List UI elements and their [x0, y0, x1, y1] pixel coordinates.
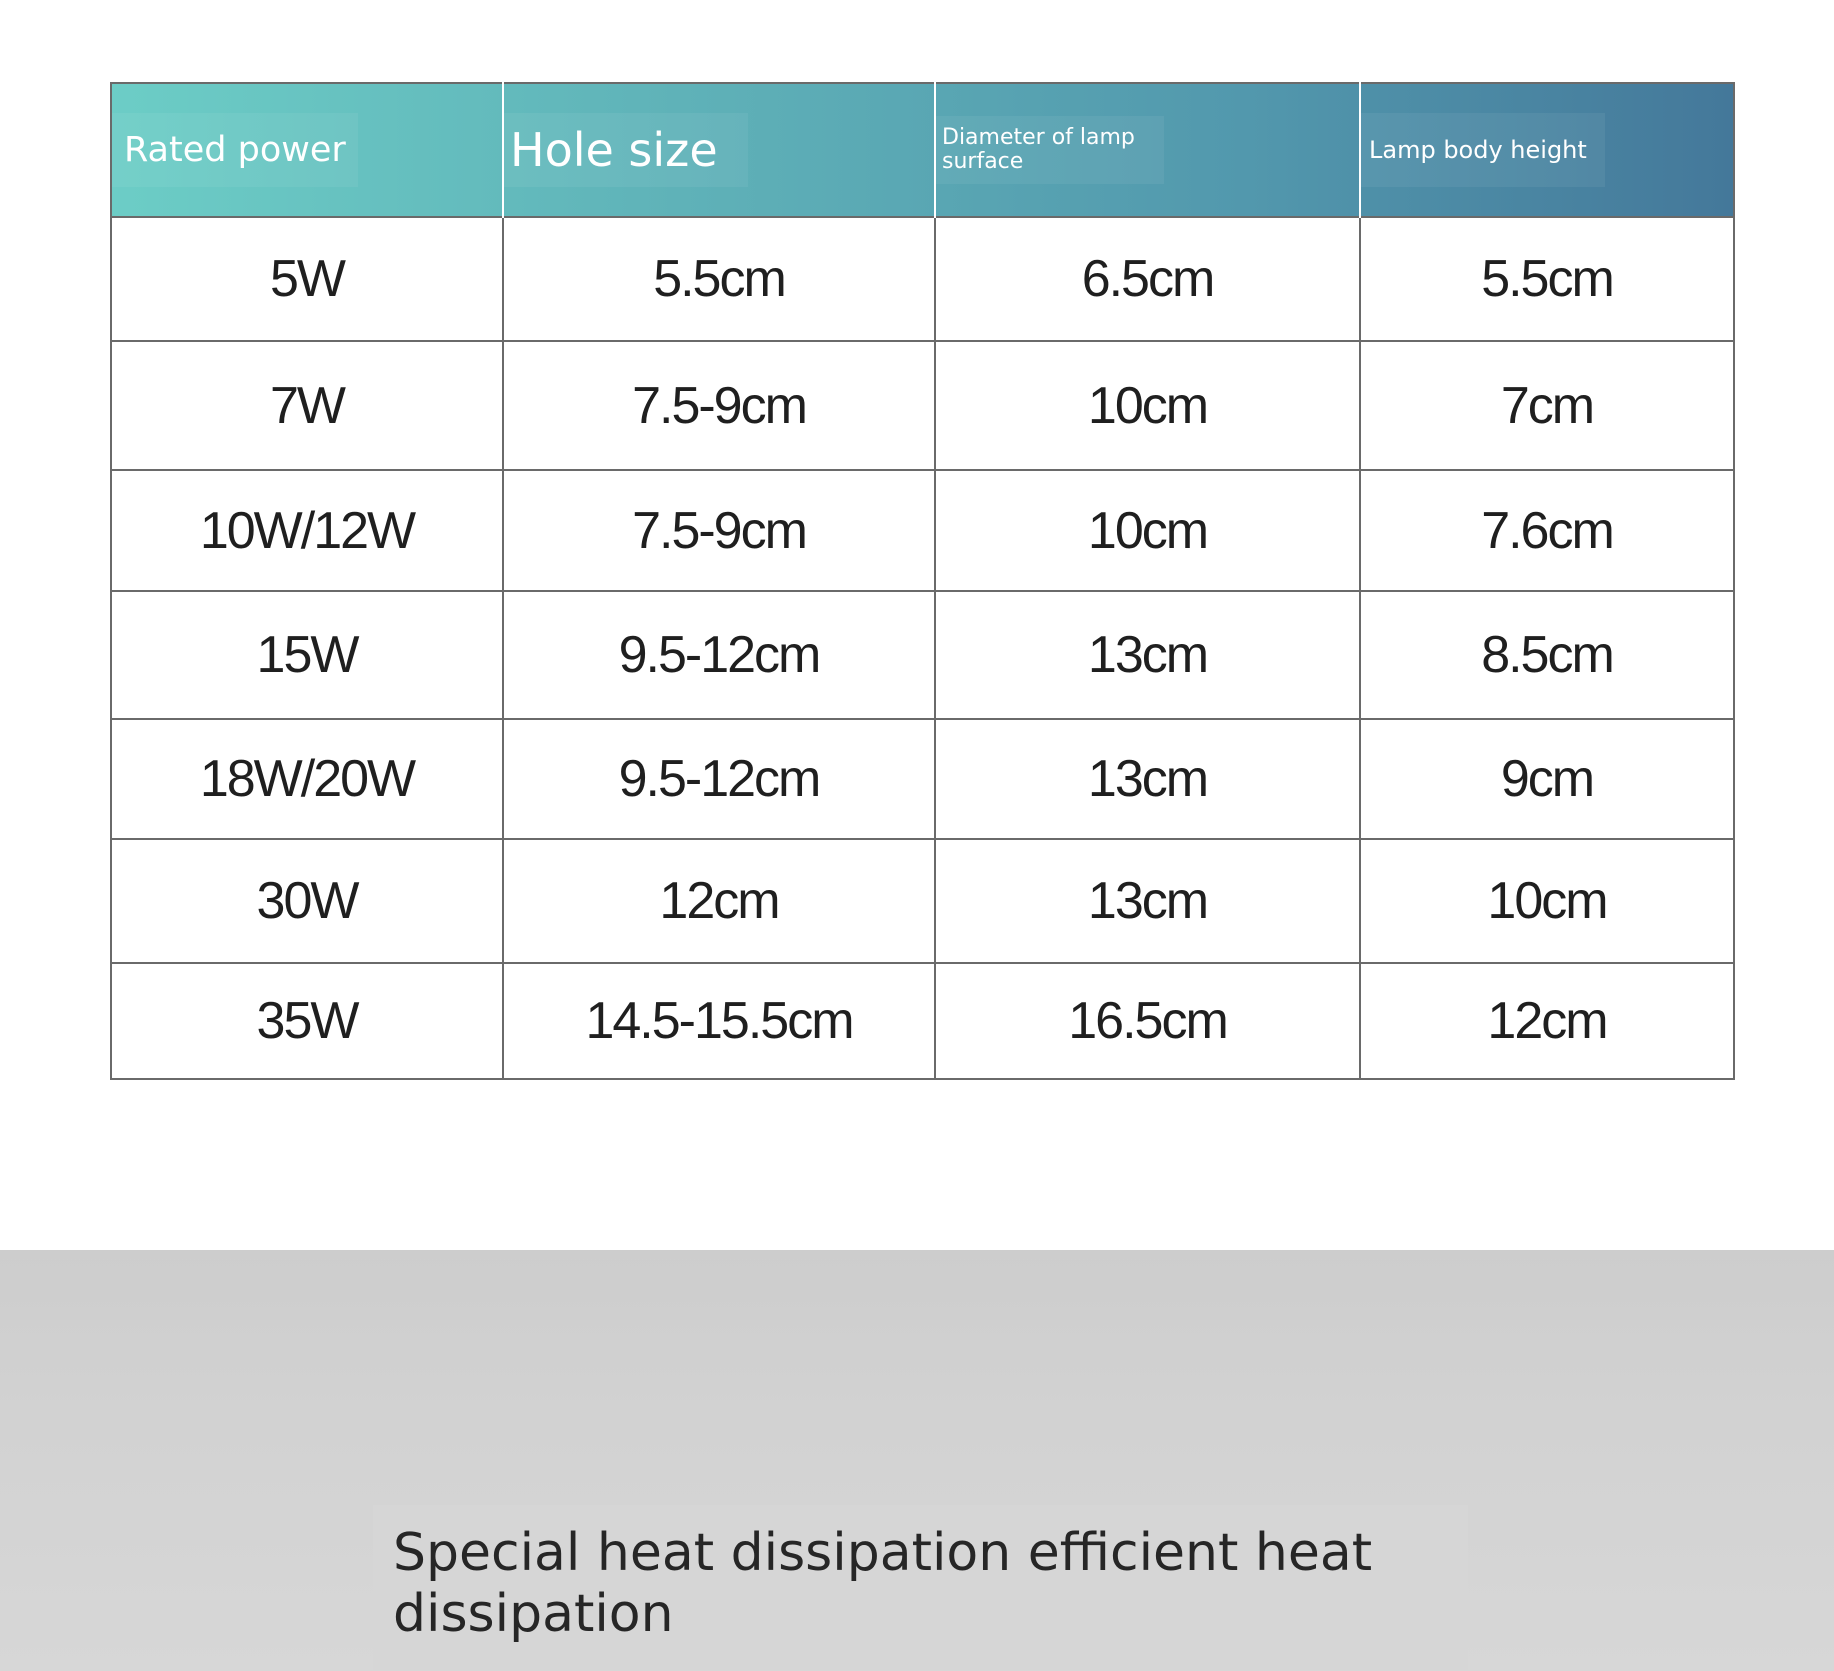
header-diameter-line1: Diameter of lamp [942, 124, 1135, 150]
header-row [111, 83, 1734, 217]
cell-diameter: 16.5cm [935, 963, 1360, 1079]
cell-rated-power: 5W [111, 217, 503, 341]
cell-body-height: 10cm [1360, 839, 1734, 963]
cell-hole-size: 7.5-9cm [503, 341, 935, 470]
cell-body-height: 9cm [1360, 719, 1734, 839]
header-rated-power-label: Rated power [112, 113, 358, 188]
cell-diameter: 10cm [935, 470, 1360, 591]
cell-hole-size: 12cm [503, 839, 935, 963]
cell-hole-size: 9.5-12cm [503, 719, 935, 839]
cell-rated-power: 15W [111, 591, 503, 719]
table-row [111, 591, 1734, 719]
table-row [111, 839, 1734, 963]
cell-hole-size: 5.5cm [503, 217, 935, 341]
cell-body-height: 7.6cm [1360, 470, 1734, 591]
header-body-height-label: Lamp body height [1361, 113, 1605, 187]
table-row [111, 470, 1734, 591]
table-row [111, 719, 1734, 839]
cell-body-height: 5.5cm [1360, 217, 1734, 341]
cell-rated-power: 30W [111, 839, 503, 963]
header-diameter [935, 83, 1360, 217]
spec-table [110, 82, 1735, 1080]
cell-diameter: 13cm [935, 591, 1360, 719]
cell-rated-power: 7W [111, 341, 503, 470]
header-diameter-label [936, 116, 1164, 184]
cell-diameter: 13cm [935, 839, 1360, 963]
header-rated-power [111, 83, 503, 217]
table-row [111, 341, 1734, 470]
cell-diameter: 10cm [935, 341, 1360, 470]
header-diameter-line2: surface [942, 149, 1024, 174]
cell-body-height: 12cm [1360, 963, 1734, 1079]
cell-rated-power: 18W/20W [111, 719, 503, 839]
cell-rated-power: 10W/12W [111, 470, 503, 591]
header-hole-size-label: Hole size [504, 113, 748, 188]
cell-hole-size: 9.5-12cm [503, 591, 935, 719]
cell-hole-size: 14.5-15.5cm [503, 963, 935, 1079]
cell-body-height: 7cm [1360, 341, 1734, 470]
cell-diameter: 6.5cm [935, 217, 1360, 341]
table-row [111, 217, 1734, 341]
cell-hole-size: 7.5-9cm [503, 470, 935, 591]
caption-heat-dissipation: Special heat dissipation efficient heat dissipation [373, 1505, 1468, 1670]
cell-body-height: 8.5cm [1360, 591, 1734, 719]
header-body-height [1360, 83, 1734, 217]
cell-rated-power: 35W [111, 963, 503, 1079]
cell-diameter: 13cm [935, 719, 1360, 839]
table-row [111, 963, 1734, 1079]
header-hole-size [503, 83, 935, 217]
